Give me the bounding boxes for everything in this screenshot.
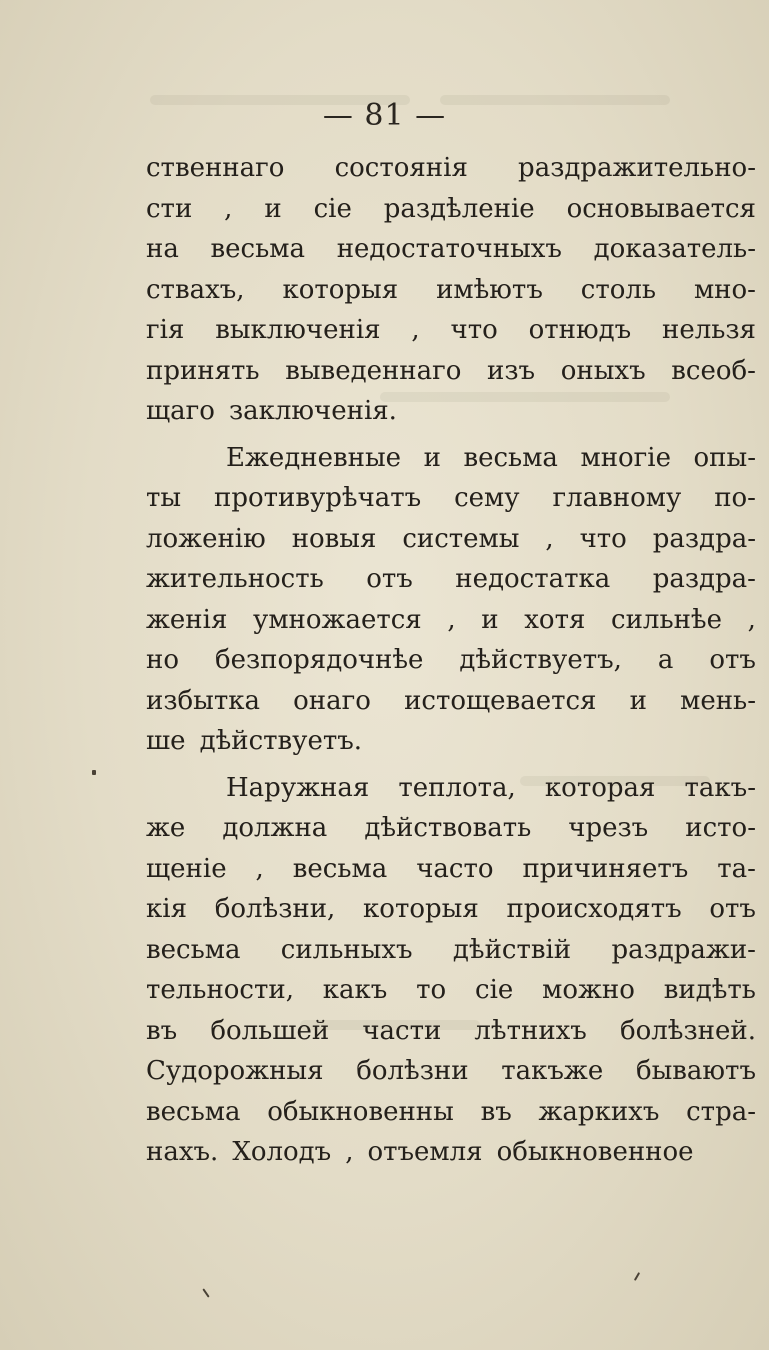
text-line: избытка онаго истощевается и мень- (146, 685, 756, 716)
text-line: но безпорядочнѣе дѣйствуетъ, а отъ (146, 645, 756, 675)
text-line: ты противурѣчатъ сему главному по- (146, 483, 756, 513)
body-text (146, 148, 756, 1173)
text-line: весьма обыкновенны въ жаркихъ стра- (146, 1096, 756, 1127)
page-number: — 81 — (322, 98, 447, 133)
paragraph (146, 148, 756, 432)
text-line: ше дѣйствуетъ. (146, 726, 363, 756)
text-line: въ большей части лѣтнихъ болѣзней. (146, 1015, 756, 1046)
text-line: гія выключенія , что отнюдъ нельзя (146, 315, 756, 345)
ink-speck (92, 770, 96, 775)
text-line: принять выведеннаго изъ оныхъ всеоб- (146, 355, 756, 386)
text-line: Судорожныя болѣзни такъже бываютъ (146, 1056, 756, 1086)
text-line: на весьма недостаточныхъ доказатель- (146, 234, 756, 264)
text-line: Ежедневные и весьма многіе опы- (226, 442, 756, 473)
text-line: тельности, какъ то сіе можно видѣть (146, 975, 756, 1005)
text-line: весьма сильныхъ дѣйствій раздражи- (146, 934, 756, 965)
text-line: же должна дѣйствовать чрезъ исто- (146, 813, 756, 843)
text-line: сти , и сіе раздѣленіе основывается (146, 193, 756, 224)
text-line: Наружная теплота, которая такъ- (226, 772, 756, 803)
text-line: женія умножается , и хотя сильнѣе , (146, 604, 756, 635)
text-line: нахъ. Холодъ , отъемля обыкновенное (146, 1137, 694, 1167)
paragraph (146, 438, 756, 762)
ink-speck (202, 1288, 209, 1297)
text-line: кія болѣзни, которыя происходятъ отъ (146, 894, 756, 924)
text-line: ственнаго состоянія раздражительно- (146, 153, 756, 183)
ink-speck (634, 1272, 640, 1281)
text-line: щаго заключенія. (146, 396, 397, 426)
text-line: щеніе , весьма часто причиняетъ та- (146, 853, 756, 884)
text-line: ложенію новыя системы , что раздра- (146, 523, 756, 554)
text-line: жительность отъ недостатка раздра- (146, 564, 756, 594)
paragraph (146, 768, 756, 1173)
text-line: ствахъ, которыя имѣютъ столь мно- (146, 274, 756, 305)
